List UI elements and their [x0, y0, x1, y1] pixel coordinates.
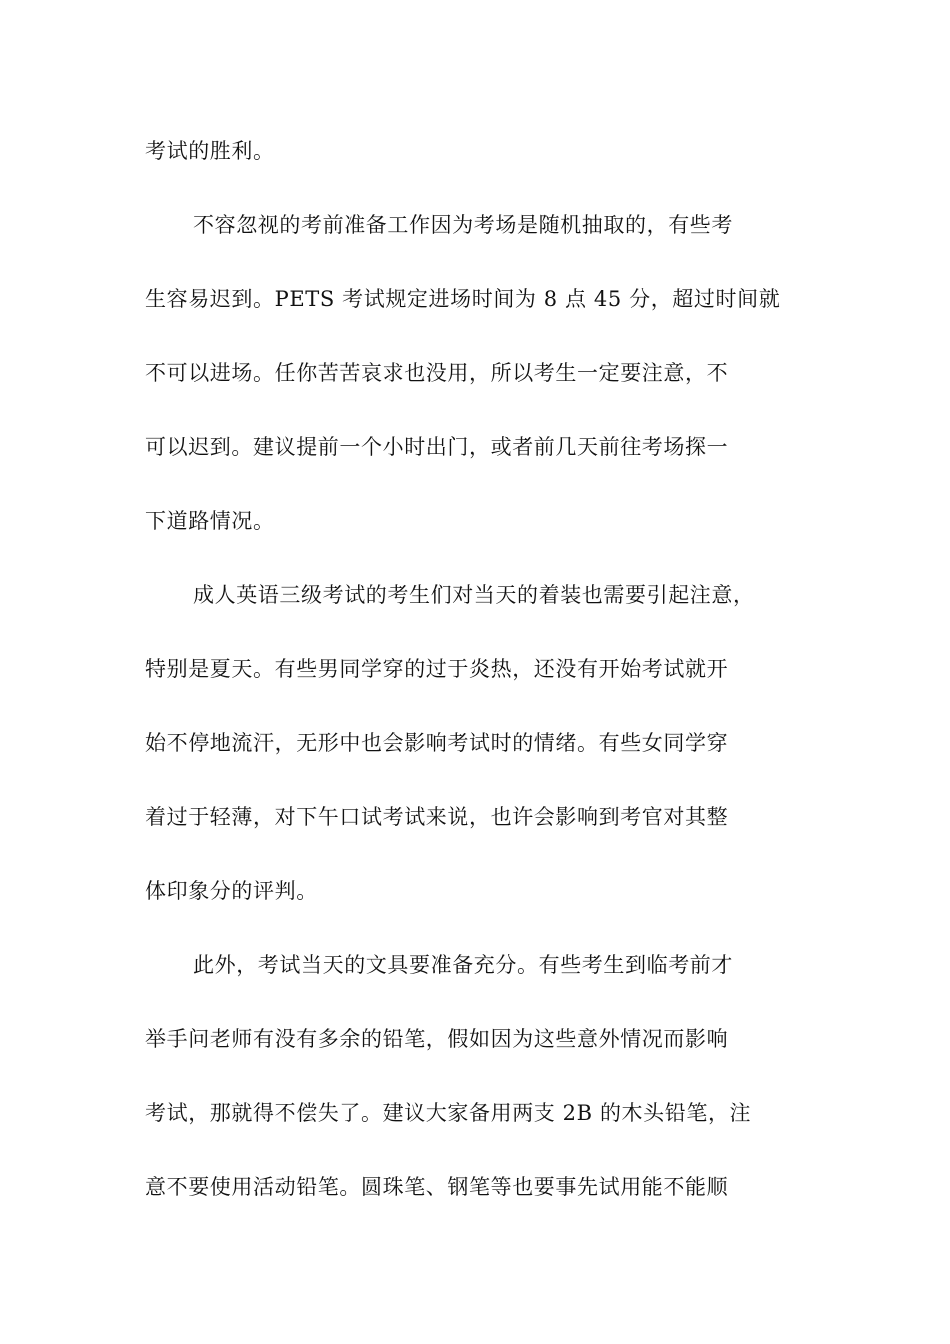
paragraph-first-line: 成人英语三级考试的考生们对当天的着装也需要引起注意， [193, 583, 755, 607]
text-line: 下道路情况。 [145, 509, 275, 533]
paragraph-first-line: 不容忽视的考前准备工作因为考场是随机抽取的，有些考 [193, 213, 733, 237]
text-line: 可以迟到。建议提前一个小时出门，或者前几天前往考场探一 [145, 435, 729, 459]
text-line: 考试，那就得不偿失了。建议大家备用两支 2B 的木头铅笔，注 [145, 1101, 752, 1125]
paragraph-first-line: 此外，考试当天的文具要准备充分。有些考生到临考前才 [193, 953, 733, 977]
text-line: 意不要使用活动铅笔。圆珠笔、钢笔等也要事先试用能不能顺 [145, 1175, 729, 1199]
text-line: 生容易迟到。PETS 考试规定进场时间为 8 点 45 分，超过时间就 [145, 287, 781, 311]
text-line: 考试的胜利。 [145, 139, 275, 163]
text-line: 体印象分的评判。 [145, 879, 318, 903]
text-line: 始不停地流汗，无形中也会影响考试时的情绪。有些女同学穿 [145, 731, 729, 755]
text-line: 特别是夏天。有些男同学穿的过于炎热，还没有开始考试就开 [145, 657, 729, 681]
text-line: 着过于轻薄，对下午口试考试来说，也许会影响到考官对其整 [145, 805, 729, 829]
text-line: 不可以进场。任你苦苦哀求也没用，所以考生一定要注意，不 [145, 361, 729, 385]
text-line: 举手问老师有没有多余的铅笔，假如因为这些意外情况而影响 [145, 1027, 729, 1051]
